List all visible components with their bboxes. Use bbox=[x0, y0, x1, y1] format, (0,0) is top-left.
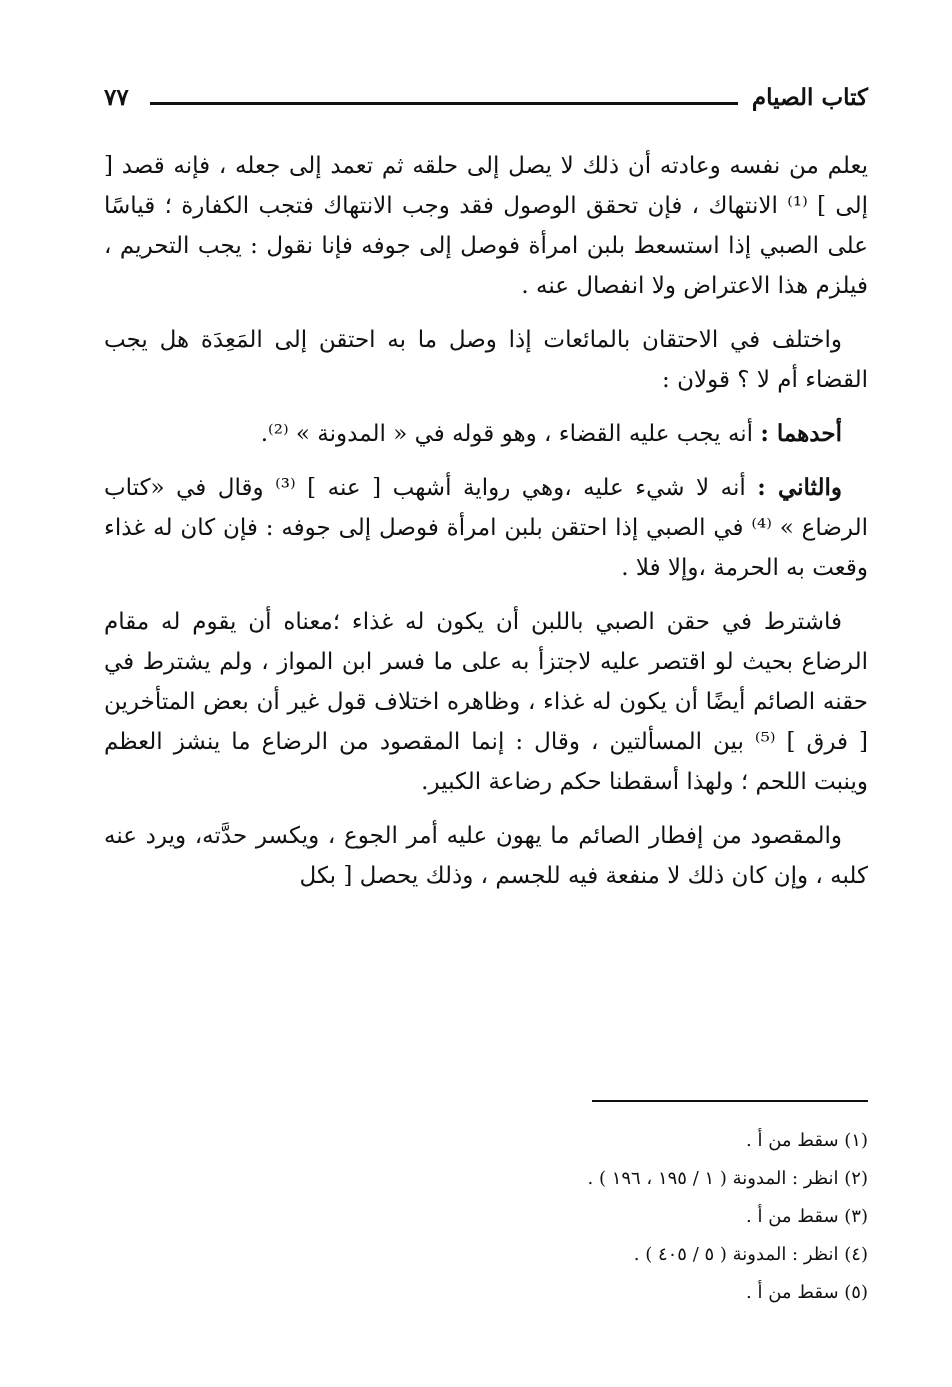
chapter-title: كتاب الصيام bbox=[751, 84, 868, 111]
footnote-4: (٤) انظر : المدونة ( ٥ / ٤٠٥ ) . bbox=[633, 1244, 868, 1265]
footnote-2: (٢) انظر : المدونة ( ١ / ١٩٥ ، ١٩٦ ) . bbox=[587, 1168, 868, 1189]
running-header bbox=[104, 84, 868, 124]
paragraph-4 bbox=[104, 468, 868, 588]
paragraph-2-text: واختلف في الاحتقان بالمائعات إذا وصل ما به احتقن إلى المَعِدَة هل يجب القضاء أم لا ؟ قولان : bbox=[104, 327, 868, 393]
header-rule bbox=[150, 102, 738, 105]
paragraph-5 bbox=[104, 602, 868, 802]
paragraph-2 bbox=[104, 320, 868, 400]
page-number: ٧٧ bbox=[104, 84, 129, 111]
paragraph-4-lead: والثاني : bbox=[757, 474, 842, 501]
footnote-1: (١) سقط من أ . bbox=[746, 1130, 868, 1151]
footnote-3: (٣) سقط من أ . bbox=[746, 1206, 868, 1227]
paragraph-3 bbox=[104, 414, 868, 454]
body-text bbox=[104, 146, 868, 910]
footnotes bbox=[104, 1122, 868, 1312]
paragraph-6-text: والمقصود من إفطار الصائم ما يهون عليه أمر الجوع ، ويكسر حدَّته، ويرد عنه كلبه ، وإن كان ذلك لا منفعة فيه للجسم ، وذلك يحصل [ بكل bbox=[104, 823, 868, 889]
paragraph-4-text: أنه لا شيء عليه ،وهي رواية أشهب [ عنه ] ⁽³⁾ وقال في «كتاب الرضاع » ⁽⁴⁾ في الصبي إذا احتقن بلبن امرأة فوصل إلى جوفه : فإن كان له غذاء وقعت به الحرمة ،وإلا فلا . bbox=[104, 475, 868, 581]
paragraph-3-lead: أحدهما : bbox=[760, 420, 842, 447]
paragraph-3-text: أنه يجب عليه القضاء ، وهو قوله في « المدونة » ⁽²⁾. bbox=[260, 421, 761, 447]
paragraph-6 bbox=[104, 816, 868, 896]
footnote-separator bbox=[592, 1100, 868, 1102]
footnote-5: (٥) سقط من أ . bbox=[746, 1282, 868, 1303]
paragraph-1-text: يعلم من نفسه وعادته أن ذلك لا يصل إلى حلقه ثم تعمد إلى جعله ، فإنه قصد [ إلى ] ⁽¹⁾ الانتهاك ، فإن تحقق الوصول فقد وجب الانتهاك فتجب الكفارة ؛ قياسًا على الصبي إذا استسعط بلبن امرأة فوصل إلى جوفه فإنا نقول : يجب التحريم ، فيلزم هذا الاعتراض ولا انفصال عنه . bbox=[104, 153, 868, 299]
paragraph-1 bbox=[104, 146, 868, 306]
paragraph-5-text: فاشترط في حقن الصبي باللبن أن يكون له غذاء ؛معناه أن يقوم له مقام الرضاع بحيث لو اقتصر عليه لاجتزأ به على ما فسر ابن المواز ، ولم يشترط في حقنه الصائم أيضًا أن يكون له غذاء ، وظاهره اختلاف قول غير أن بعض المتأخرين [ فرق ] ⁽⁵⁾ بين المسألتين ، وقال : إنما المقصود من الرضاع ما ينشز العظم وينبت اللحم ؛ ولهذا أسقطنا حكم رضاعة الكبير. bbox=[104, 609, 868, 795]
